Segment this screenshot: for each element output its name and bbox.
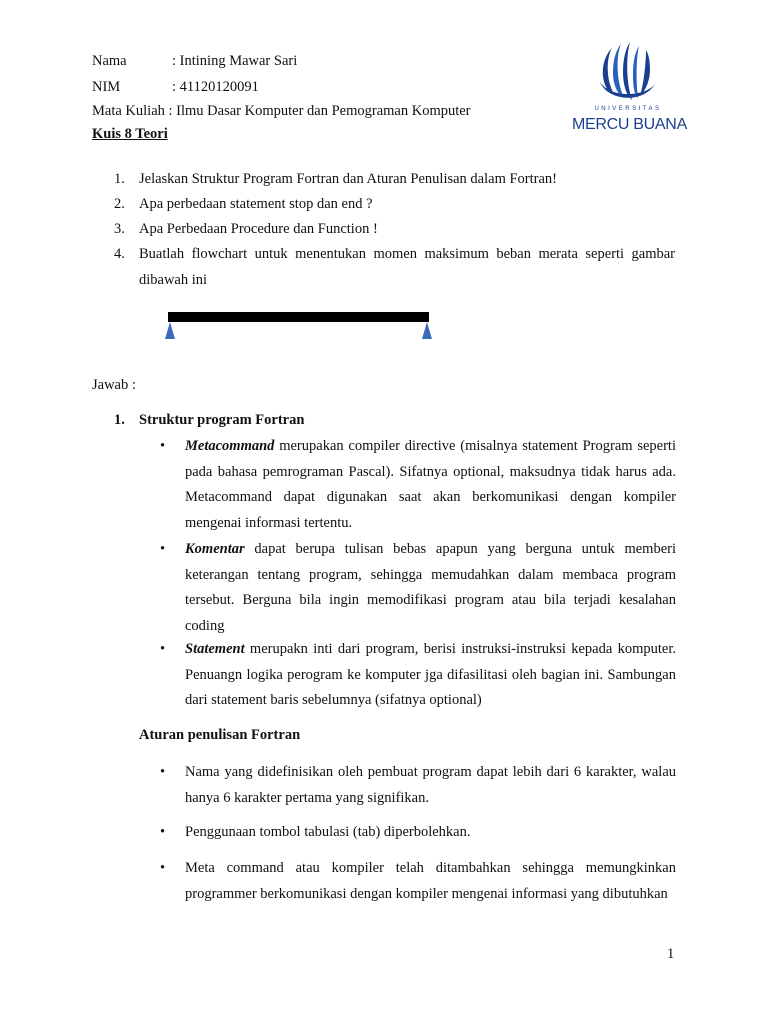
question-text: Buatlah flowchart untuk menentukan momen maksimum beban merata seperti gambar dibawah ini — [139, 246, 675, 288]
structure-item — [160, 637, 676, 714]
answer-section-title: Struktur program Fortran — [139, 412, 305, 428]
student-name-row — [92, 52, 297, 70]
rule-item — [160, 760, 676, 811]
bullet-icon: • — [160, 541, 166, 557]
nim-value: : 41120120091 — [172, 79, 259, 95]
logo-emblem-icon — [572, 42, 684, 108]
page-number: 1 — [667, 946, 675, 962]
structure-item — [160, 537, 676, 639]
answer-section-number: 1. — [114, 412, 125, 428]
question-text: Apa perbedaan statement stop dan end ? — [139, 196, 373, 212]
name-value: : Intining Mawar Sari — [172, 53, 298, 69]
question-text: Apa Perbedaan Procedure dan Function ! — [139, 221, 378, 237]
student-id-row — [92, 78, 259, 96]
rule-text: Penggunaan tombol tabulasi (tab) diperbolehkan. — [185, 824, 471, 840]
answer-label: Jawab : — [92, 377, 136, 393]
question-text: Jelaskan Struktur Program Fortran dan Aturan Penulisan dalam Fortran! — [139, 171, 558, 187]
bullet-icon: • — [160, 641, 166, 657]
nim-label: NIM — [92, 79, 121, 95]
left-support-icon — [165, 322, 175, 339]
rule-item — [160, 820, 676, 846]
bullet-icon: • — [160, 860, 166, 876]
question-number: 2. — [114, 196, 125, 212]
structure-item-text: dapat berupa tulisan bebas apapun yang berguna untuk memberi keterangan tentang program, sehingga memudahkan dalam membaca program tersebut. Berguna bila ingin memodifikasi program atau bila terjadi kesalahan coding — [185, 541, 676, 634]
structure-item — [160, 434, 676, 536]
rule-text: Meta command atau kompiler telah ditambahkan sehingga memungkinkan programmer berkomunikasi dengan kompiler mengenai informasi yang dibutuhkan — [185, 860, 676, 902]
question-number: 4. — [114, 246, 125, 262]
rule-item — [160, 856, 676, 907]
structure-item-text: merupakan compiler directive (misalnya statement Program seperti pada bahasa pemrograman Pascal). Sifatnya optional, maksudnya tidak harus ada. Metacommand dapat digunakan saat akan berkomunikasi dengan kompiler mengenai informasi tertentu. — [185, 438, 676, 531]
bullet-icon: • — [160, 438, 166, 454]
logo-university-text: UNIVERSITAS — [594, 106, 662, 112]
university-logo — [572, 42, 687, 140]
rule-text: Nama yang didefinisikan oleh pembuat program dapat lebih dari 6 karakter, walau hanya 6 karakter pertama yang signifikan. — [185, 764, 676, 806]
right-support-icon — [422, 322, 432, 339]
quiz-title: Kuis 8 Teori — [92, 126, 168, 142]
beam-bar — [168, 312, 429, 322]
bullet-icon: • — [160, 824, 166, 840]
structure-item-lead: Komentar — [185, 541, 245, 557]
structure-item-lead: Statement — [185, 641, 245, 657]
rules-title: Aturan penulisan Fortran — [139, 727, 301, 743]
logo-name-text: MERCU BUANA — [572, 116, 687, 133]
structure-item-lead: Metacommand — [185, 438, 275, 454]
course-text: Mata Kuliah : Ilmu Dasar Komputer dan Pemograman Komputer — [92, 103, 471, 119]
question-number: 1. — [114, 171, 125, 187]
structure-item-text: merupakn inti dari program, berisi instruksi-instruksi kepada komputer. Penuangn logika perogram ke komputer jga difasilitasi oleh bagian ini. Sambungan dari statement baris sebelumnya (sifatnya optional) — [185, 641, 676, 708]
bullet-icon: • — [160, 764, 166, 780]
name-label: Nama — [92, 53, 127, 69]
course-row — [92, 102, 471, 120]
question-number: 3. — [114, 221, 125, 237]
